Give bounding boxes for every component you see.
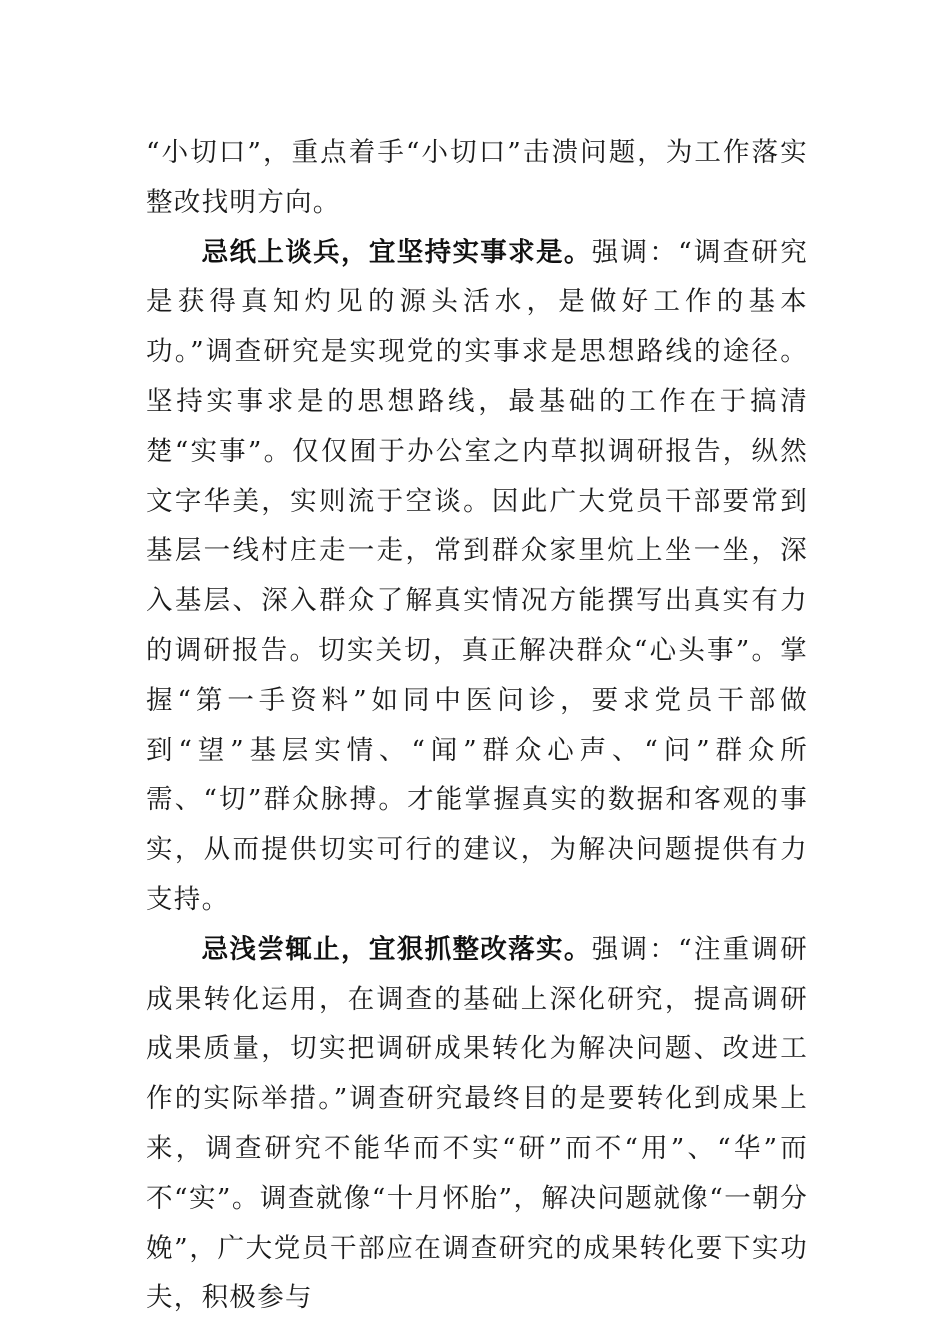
paragraph-seek-truth bbox=[146, 228, 808, 925]
paragraph-text: 强调：“注重调研成果转化运用，在调查的基础上深化研究，提高调研成果质量，切实把调研成果转化为解决问题、改进工作的实际举措。”调查研究最终目的是要转化到成果上来，调查研究不能华而不实“研”而不“用”、“华”而不“实”。调查就像“十月怀胎”，解决问题就像“一朝分娩”，广大党员干部应在调查研究的成果转化要下实功夫，积极参与 bbox=[146, 933, 808, 1314]
paragraph-text: “小切口”，重点着手“小切口”击溃问题，为工作落实整改找明方向。 bbox=[146, 137, 808, 218]
document-body bbox=[146, 128, 808, 1323]
paragraph-text: 强调：“调查研究是获得真知灼见的源头活水，是做好工作的基本功。”调查研究是实现党的实事求是思想路线的途径。坚持实事求是的思想路线，最基础的工作在于搞清楚“实事”。仅仅囿于办公室之内草拟调研报告，纵然文字华美，实则流于空谈。因此广大党员干部要常到基层一线村庄走一走，常到群众家里炕上坐一坐，深入基层、深入群众了解真实情况方能撰写出真实有力的调研报告。切实关切，真正解决群众“心头事”。掌握“第一手资料”如同中医问诊，要求党员干部做到“望”基层实情、“闻”群众心声、“问”群众所需、“切”群众脉搏。才能掌握真实的数据和客观的事实，从而提供切实可行的建议，为解决问题提供有力支持。 bbox=[146, 236, 808, 915]
paragraph-lead-heading: 忌浅尝辄止，宜狠抓整改落实。 bbox=[201, 933, 592, 965]
paragraph-rectification bbox=[146, 925, 808, 1323]
paragraph-lead-heading: 忌纸上谈兵，宜坚持实事求是。 bbox=[201, 236, 592, 268]
paragraph-continuation bbox=[146, 128, 808, 228]
